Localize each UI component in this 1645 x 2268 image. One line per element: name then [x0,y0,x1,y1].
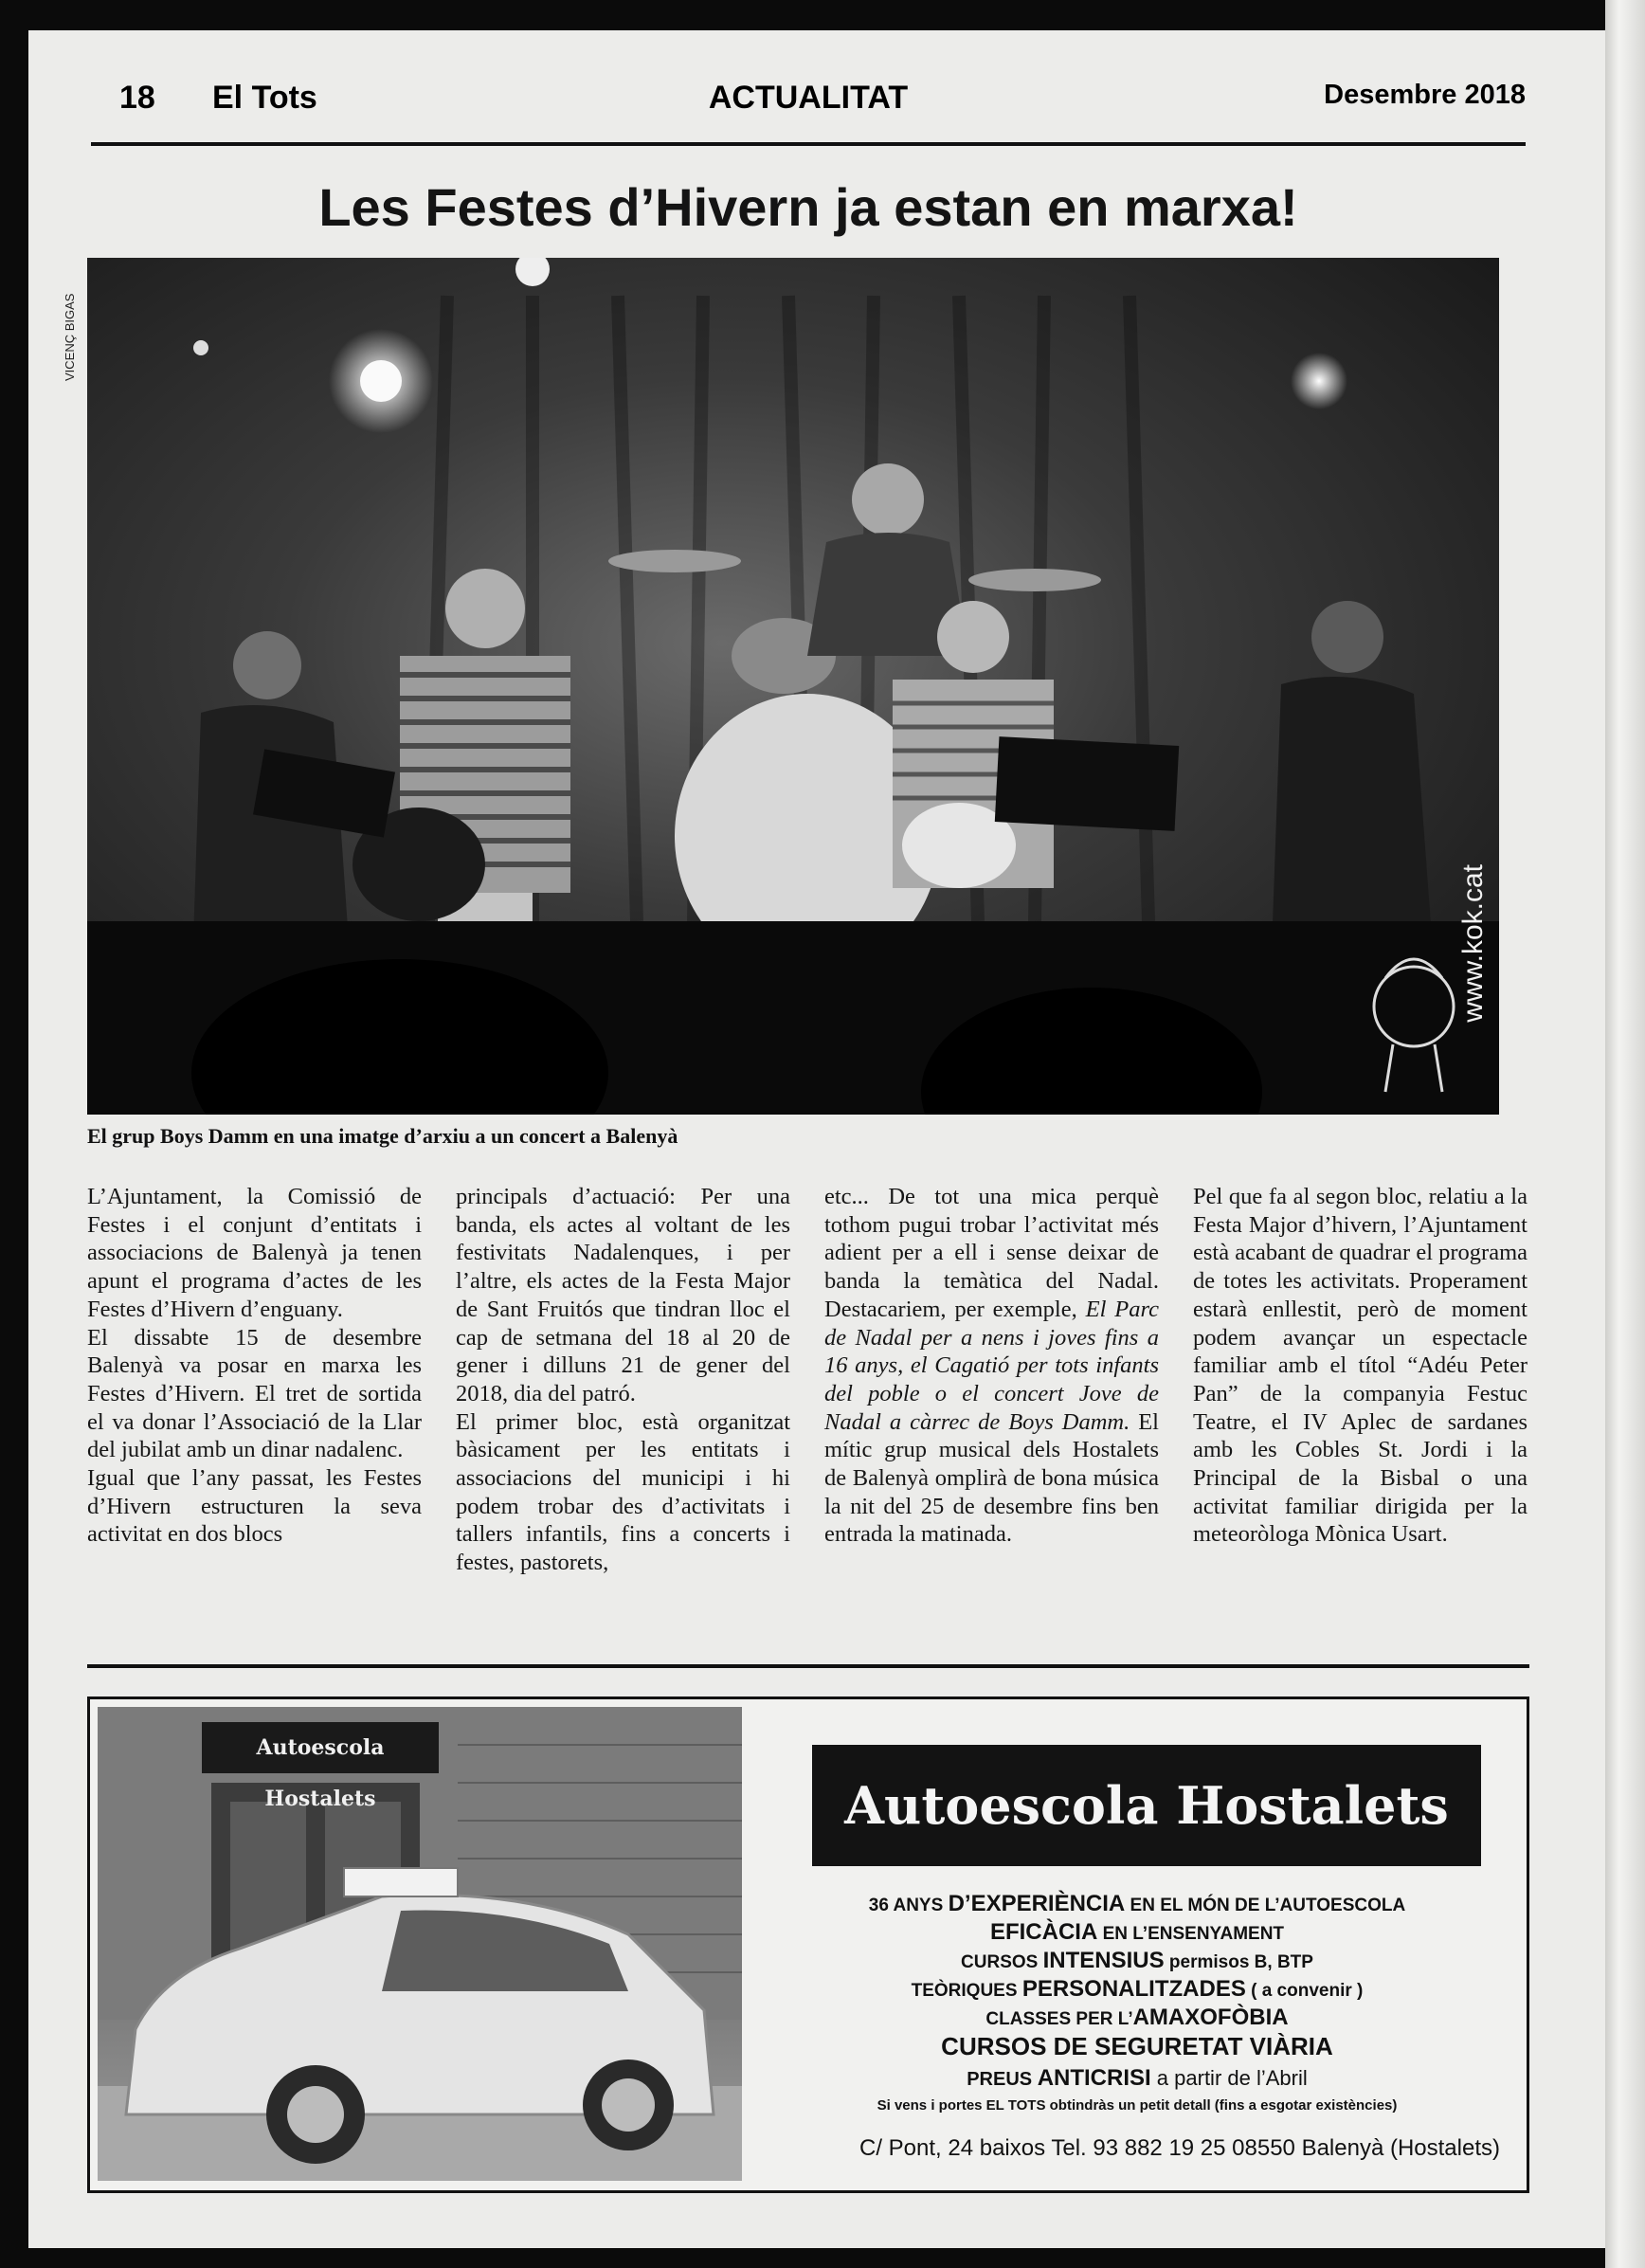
ad-line [753,1948,1521,1976]
shop-sign: Autoescola Hostalets [202,1722,439,1773]
ad-line-emphasis: PERSONALITZADES [1021,1976,1246,2002]
ad-line-text: TEÒRIQUES [911,1981,1022,2001]
ad-services [753,1891,1521,2063]
photo-watermark: www.kok.cat [1457,864,1489,1023]
price-prefix: PREUS [967,2069,1038,2090]
ad-logo: Autoescola Hostalets [812,1745,1481,1866]
text-run: etc... De tot una mica perquè tothom pugui trobar l’activitat més adient per a ell i sense deixar de banda la temàtica del Nadal. Destacariem, per exemple, [824,1184,1159,1322]
italic-text-run: El Parc de Nadal per a nens i joves fins a 16 anys, el Cagatió per tots infants del poble o el concert Jove de Nadal a càrrec de Boys Damm. [824,1296,1159,1435]
concert-illustration [87,258,1499,1115]
price-highlight: ANTICRISI [1037,2065,1151,2091]
section-rule [87,1664,1529,1668]
issue-date: Desembre 2018 [1324,80,1526,110]
ad-line-text: EN EL MÓN DE L’AUTOESCOLA [1125,1896,1406,1915]
paragraph: Igual que l’any passat, les Festes d’Hivern estructuren la seva activitat en dos blocs [87,1465,422,1548]
ad-line [753,1919,1521,1948]
article-column-2 [456,1183,790,1628]
article-title: Les Festes d’Hivern ja estan en marxa! [318,177,1298,237]
photo-caption: El grup Boys Damm en una imatge d’arxiu a un concert a Balenyà [87,1124,678,1148]
ad-line [753,2033,1521,2063]
paragraph: L’Ajuntament, la Comissió de Festes i el conjunt d’entitats i associacions de Balenyà ja tenen apunt el programa d’actes de les Festes d’Hivern d’enguany. [87,1184,422,1322]
ad-line-text: EN L’ENSENYAMENT [1097,1924,1285,1944]
ad-line-emphasis: AMAXOFÒBIA [1132,2005,1289,2030]
ad-line [753,2005,1521,2033]
photo-credit: VICENÇ BIGAS [63,293,77,381]
ad-line-emphasis: D’EXPERIÈNCIA [948,1891,1126,1916]
magazine-name: El Tots [212,80,317,116]
ad-line-emphasis: INTENSIUS [1042,1948,1165,1973]
ad-line-text: CLASSES PER L’ [985,2009,1133,2029]
paragraph: Pel que fa al segon bloc, relatiu a la Festa Major d’hivern, l’Ajuntament està acabant de quadrar el programa de totes les activitats. Properament estarà enllestit, però de moment podem avançar un espectacle familiar amb el títol “Adéu Peter Pan” de la companyia Festuc Teatre, el IV Aplec de sardanes amb les Cobles St. Jordi i la Principal de la Bisbal o una activitat familiar dirigida per la meteoròloga Mònica Usart. [1193,1184,1528,1548]
page-number: 18 [119,80,155,116]
ad-line-emphasis: CURSOS DE SEGURETAT VIÀRIA [941,2032,1333,2060]
ad-line [753,1891,1521,1919]
paragraph: principals d’actuació: Per una banda, els actes al voltant de les festivitats Nadalenques, i per l’altre, els actes de la Festa Major de Sant Fruitós que tindran lloc el cap de setmana del 18 al 20 de gener i dilluns 21 de gener del 2018, dia del patró. [456,1184,790,1406]
ad-photo [98,1707,742,2181]
ad-address: C/ Pont, 24 baixos Tel. 93 882 19 25 08550 Balenyà (Hostalets) [859,2135,1500,2161]
price-suffix: a partir de l’Abril [1150,2066,1308,2090]
concert-photo [87,258,1499,1115]
next-page-edge [1605,0,1645,2268]
paragraph: El primer bloc, està organitzat bàsicament per les entitats i associacions del municipi i hi podem trobar des d’activitats i tallers infantils, fins a concerts i festes, pastorets, [456,1408,790,1576]
header-rule [91,142,1526,146]
car-illustration [98,1707,742,2181]
ad-line-text: 36 ANYS [868,1896,949,1915]
article-column-3 [824,1183,1159,1628]
ad-line-text: permisos B, BTP [1164,1952,1313,1972]
article-column-4 [1193,1183,1528,1628]
price-line [753,2065,1521,2092]
ad-line-text: CURSOS [961,1952,1043,1972]
ad-line [753,1976,1521,2005]
paragraph: El dissabte 15 de desembre Balenyà va posar en marxa les Festes d’Hivern. El tret de sortida el va donar l’Associació de la Llar del jubilat amb un dinar nadalenc. [87,1324,422,1463]
text-run: El mític grup musical dels Hostalets de Balenyà omplirà de bona música la nit del 25 de desembre fins ben entrada la matinada. [824,1408,1159,1548]
ad-line-text: ( a convenir ) [1245,1981,1364,2001]
article-column-1 [87,1183,422,1628]
page-header [91,70,1526,125]
article-body [87,1183,1529,1628]
driving-school-ad [87,1696,1529,2193]
ad-line-emphasis: EFICÀCIA [989,1919,1098,1945]
section-title: ACTUALITAT [708,80,909,116]
promo-line: Si vens i portes EL TOTS obtindràs un petit detall (fins a esgotar existències) [877,2097,1398,2114]
ad-price [753,2065,1521,2114]
paragraph [824,1183,1159,1549]
